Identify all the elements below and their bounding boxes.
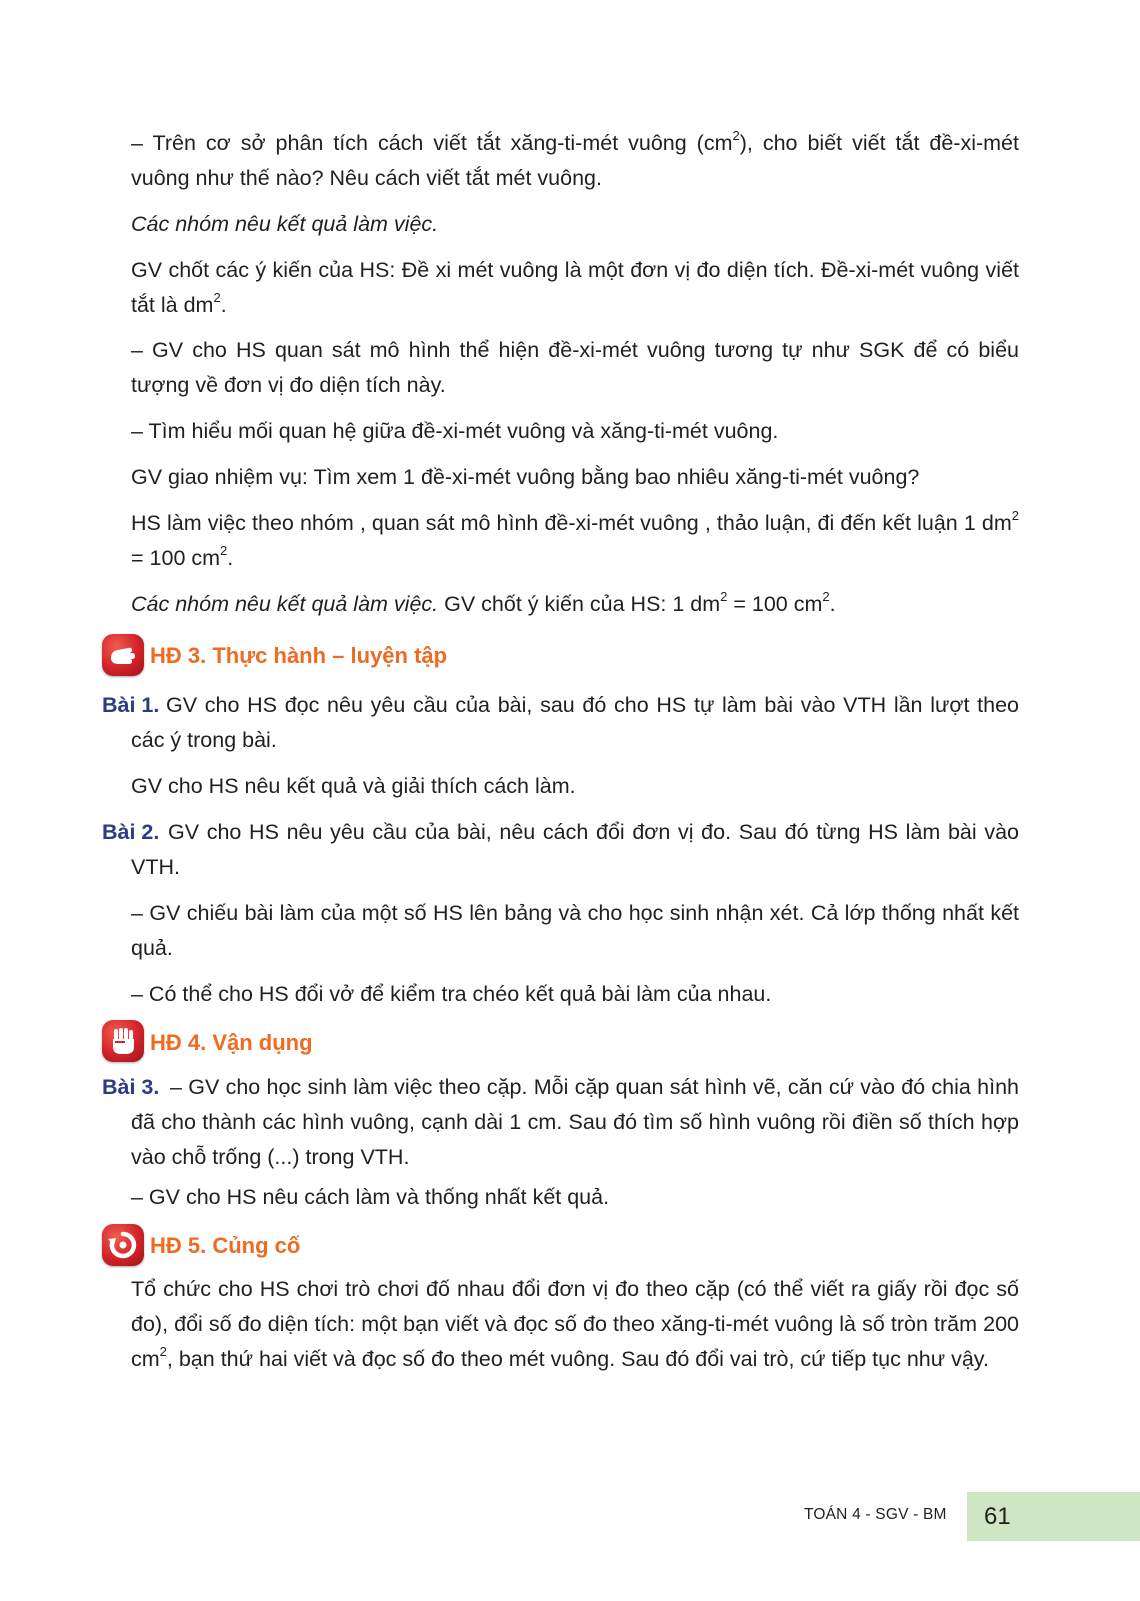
bai3-label: Bài 3. <box>102 1075 160 1099</box>
bai1-text: GV cho HS đọc nêu yêu cầu của bài, sau đó cho HS tự làm bài vào VTH lần lượt theo các ý trong bài. <box>131 693 1019 752</box>
paragraph-final-conclusion: Các nhóm nêu kết quả làm việc. GV chốt ý kiến của HS: 1 $dm^2 = 100$ $cm^2$. <box>131 588 836 616</box>
bai2-note-2: – Có thể cho HS đổi vở để kiểm tra chéo kết quả bài làm của nhau. <box>131 982 772 1006</box>
bai3-text: – GV cho học sinh làm việc theo cặp. Mỗi cặp quan sát hình vẽ, căn cứ vào đó chia hình đã cho thành các hình vuông, cạnh dài 1 cm. Sau đó tìm số hình vuông rồi điền số thích hợp vào chỗ trống (...) trong VTH. <box>131 1075 1019 1169</box>
paragraph-groups-report: Các nhóm nêu kết quả làm việc. <box>131 212 439 236</box>
bai2-text: GV cho HS nêu yêu cầu của bài, nêu cách đổi đơn vị đo. Sau đó từng HS làm bài vào VTH. <box>131 820 1019 879</box>
paragraph-relation: – Tìm hiểu mối quan hệ giữa đề-xi-mét vuông và xăng-ti-mét vuông. <box>131 419 779 443</box>
hand-pointing-icon <box>102 634 144 676</box>
paragraph-group-work: HS làm việc theo nhóm , quan sát mô hình đề-xi-mét vuông , thảo luận, đi đến kết luận 1 $dm^2 = 100$ $cm^2$. <box>131 507 1019 570</box>
hd5-text: Tổ chức cho HS chơi trò chơi đố nhau đổi đơn vị đo theo cặp (có thể viết ra giấy rồi đọc số đo), đổi số đo diện tích: một bạn viết và đọc số đo theo xăng-ti-mét vuông là số tròn trăm 200 $cm^2$, bạn thứ hai viết và đọc số đo theo mét vuông. Sau đó đổi vai trò, cứ tiếp tục như vậy. <box>131 1277 1019 1371</box>
page-number: 61 <box>984 1503 1011 1530</box>
bai3-note: – GV cho HS nêu cách làm và thống nhất kết quả. <box>131 1185 610 1209</box>
hd4-heading: HĐ 4. Vận dụng <box>150 1030 313 1055</box>
paragraph-model-observation: – GV cho HS quan sát mô hình thể hiện đề-xi-mét vuông tương tự như SGK để có biểu tượng về đơn vị đo diện tích này. <box>131 338 1019 397</box>
bai1-note: GV cho HS nêu kết quả và giải thích cách làm. <box>131 774 576 798</box>
hd5-heading: HĐ 5. Củng cố <box>150 1233 301 1258</box>
paragraph-abbreviation-question: – Trên cơ sở phân tích cách viết tắt xăng-ti-mét vuông $(cm^2)$, cho biết viết tắt đề-xi-mét vuông như thế nào? Nêu cách viết tắt mét vuông. <box>131 127 1019 190</box>
footer-book-title: TOÁN 4 - SGV - BM <box>804 1506 947 1523</box>
bai2-note-1: – GV chiếu bài làm của một số HS lên bảng và cho học sinh nhận xét. Cả lớp thống nhất kết quả. <box>131 901 1019 960</box>
refresh-cycle-icon <box>102 1224 144 1266</box>
bai2-label: Bài 2. <box>102 820 160 844</box>
bai1-label: Bài 1. <box>102 693 160 717</box>
paragraph-task: GV giao nhiệm vụ: Tìm xem 1 đề-xi-mét vuông bằng bao nhiêu xăng-ti-mét vuông? <box>131 465 920 489</box>
hd3-heading: HĐ 3. Thực hành – luyện tập <box>150 643 448 668</box>
paragraph-teacher-conclusion: GV chốt các ý kiến của HS: Đề xi mét vuông là một đơn vị đo diện tích. Đề-xi-mét vuông viết tắt là $dm^2$. <box>131 258 1019 317</box>
fist-icon <box>102 1020 144 1062</box>
